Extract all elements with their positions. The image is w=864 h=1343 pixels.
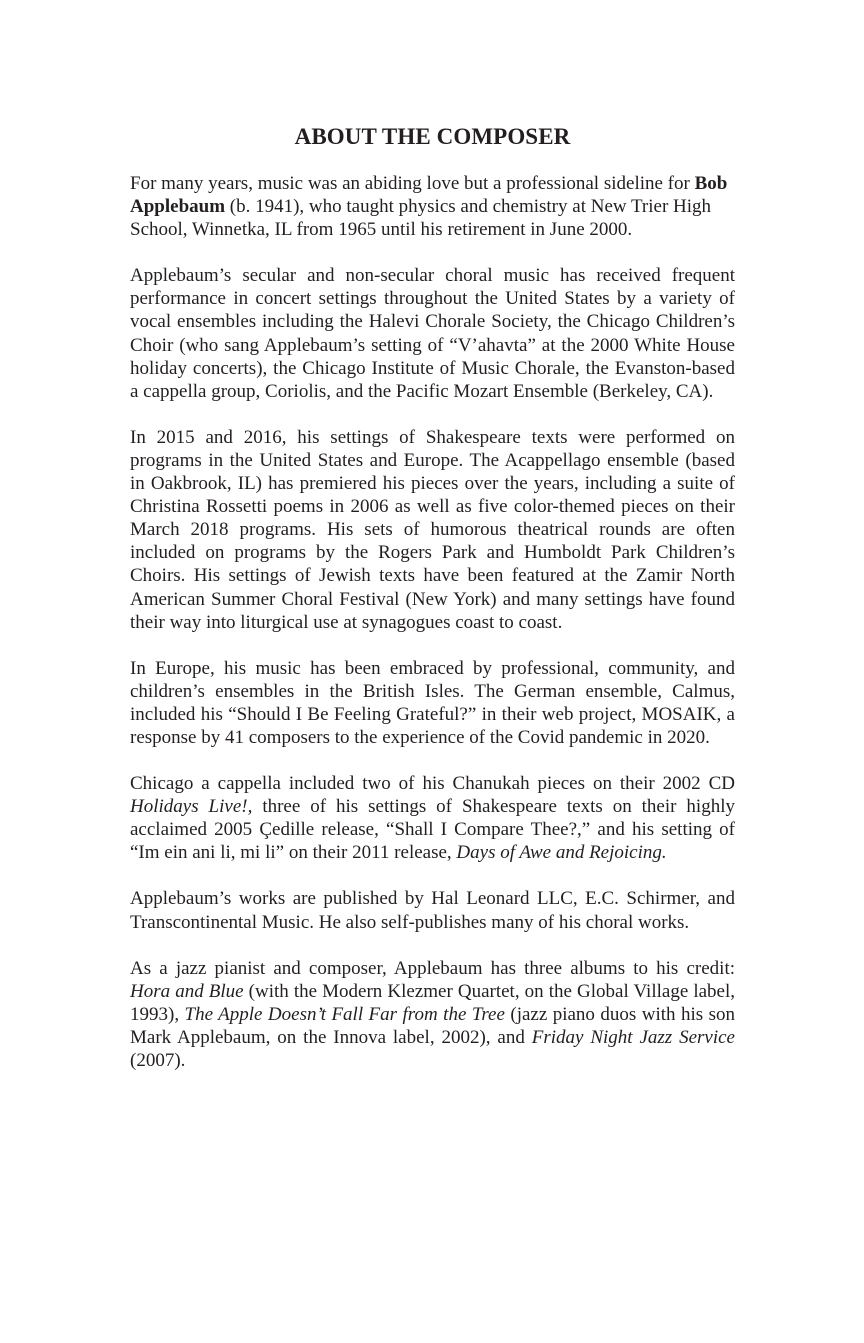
paragraph-shakespeare-settings: In 2015 and 2016, his settings of Shakespeare texts were performed on programs in the United States and Europe. The Acappellago ensemble (based in Oakbrook, IL) has premiered his pieces over the years, including a suite of Christina Rossetti poems in 2006 as well as five color-themed pieces on their March 2018 programs. His sets of humorous theatrical rounds are often included on programs by the Rogers Park and Humboldt Park Children’s Choirs. His settings of Jewish texts have been featured at the Zamir North American Summer Choral Festival (New York) and many settings have found their way into liturgical use at synagogues coast to coast. xyxy=(130,426,735,633)
text-span: (jazz piano duos with his son Mark Applebaum, on the Innova label, 2002), and xyxy=(130,1003,736,1048)
text-span: three of his settings of Shakespeare texts on their highly acclaimed 2005 Çedille release, “Shall I Compare Thee?,” and his setting of “Im ein ani li, mi li” on their 2011 release, xyxy=(130,796,735,864)
text-span: (with the Modern Klezmer Quartet, on the Global Village label, 1993), xyxy=(130,980,735,1025)
paragraph-chicago-a-cappella xyxy=(130,772,735,864)
paragraph-jazz-albums xyxy=(130,957,735,1072)
paragraph-europe: In Europe, his music has been embraced by professional, community, and children’s ensembles in the British Isles. The German ensemble, Calmus, included his “Should I Be Feeling Grateful?” in their web project, MOSAIK, a response by 41 composers to the experience of the Covid pandemic in 2020. xyxy=(130,657,735,748)
album-title: Hora and Blue xyxy=(130,980,244,1002)
paragraph-publishers: Applebaum’s works are published by Hal Leonard LLC, E.C. Schirmer, and Transcontinental Music. He also self-publishes many of his choral works. xyxy=(130,888,735,933)
page-title: ABOUT THE COMPOSER xyxy=(294,124,571,149)
album-title: The Apple Doesn’t Fall Far from the Tree xyxy=(184,1003,505,1025)
text-span: For many years, music was an abiding love but a professional sideline for xyxy=(130,173,695,194)
paragraph-intro xyxy=(130,172,735,241)
paragraph-choral-performances: Applebaum’s secular and non-secular choral music has received frequent performance in concert settings throughout the United States by a variety of vocal ensembles including the Halevi Chorale Society, the Chicago Children’s Choir (who sang Applebaum’s setting of “V’ahavta” at the 2000 White House holiday concerts), the Chicago Institute of Music Chorale, the Evanston-based a cappella group, Coriolis, and the Pacific Mozart Ensemble (Berkeley, CA). xyxy=(130,265,735,402)
text-span: Chicago a cappella included two of his Chanukah pieces on their 2002 CD xyxy=(130,773,735,795)
album-title: Days of Awe and Rejoicing. xyxy=(456,842,667,864)
composer-name: Bob Applebaum xyxy=(130,173,728,218)
album-title: Friday Night Jazz Service xyxy=(531,1026,735,1048)
album-title: Holidays Live!, xyxy=(130,796,253,818)
text-span: (b. 1941), who taught physics and chemistry at New Trier High School, Winnetka, IL from 1965 until his retirement in June 2000. xyxy=(130,196,712,241)
page xyxy=(130,122,735,1095)
text-span: (2007). xyxy=(130,1050,186,1071)
text-span: As a jazz pianist and composer, Applebaum has three albums to his credit: xyxy=(130,957,735,979)
